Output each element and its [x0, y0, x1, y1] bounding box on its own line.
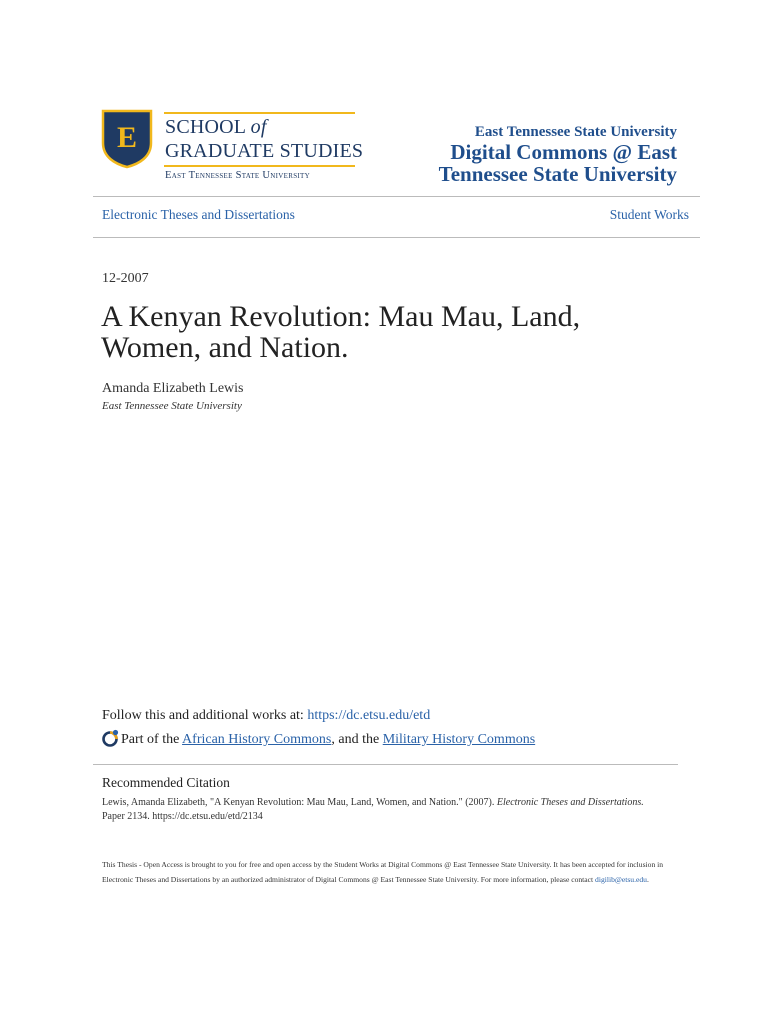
part-of-line: Part of the African History Commons, and the Military History Commons: [121, 732, 536, 747]
recommended-citation-heading: Recommended Citation: [102, 775, 230, 790]
etd-url-link[interactable]: https://dc.etsu.edu/etd: [307, 708, 431, 723]
follow-line: [102, 708, 430, 724]
university-caps-label: East Tennessee State University: [165, 170, 310, 181]
etd-link[interactable]: Electronic Theses and Dissertations: [102, 207, 295, 222]
student-works-link[interactable]: Student Works: [609, 207, 689, 222]
divider-top: [93, 196, 700, 197]
logo-top-rule: [164, 112, 355, 114]
commons-network-icon: [101, 729, 119, 747]
contact-email-link[interactable]: digilib@etsu.edu: [595, 875, 647, 884]
etsu-name: East Tennessee State University: [474, 124, 677, 140]
african-history-commons-link[interactable]: African History Commons: [182, 732, 332, 747]
digital-commons-title: Digital Commons @ East Tennessee State University: [438, 140, 677, 186]
follow-prefix: Follow this and additional works at:: [102, 708, 308, 723]
military-history-commons-link[interactable]: Military History Commons: [382, 732, 536, 747]
open-access-notice: This Thesis - Open Access is brought to you for free and open access by the Student Works at Digital Commons @ East Tennessee State University. It has been accepted for inclusion in Electronic Theses and Dissertations by an authorized administrator of Digital Commons @ East Tennessee State University. For more information, please contact digilib@etsu.edu.: [102, 860, 664, 884]
graduate-studies-label: GRADUATE STUDIES: [165, 140, 364, 162]
etsu-shield-logo: [101, 109, 153, 169]
shield-letter: E: [116, 121, 138, 154]
document-title: A Kenyan Revolution: Mau Mau, Land, Women, and Nation.: [101, 300, 581, 364]
logo-bottom-rule: [164, 165, 355, 167]
divider-nav-bottom: [93, 237, 700, 238]
document-author: Amanda Elizabeth Lewis: [102, 381, 244, 396]
document-date: 12-2007: [102, 271, 149, 286]
author-affiliation: East Tennessee State University: [102, 400, 242, 412]
school-of-label: SCHOOL of: [165, 116, 267, 138]
divider-citation: [93, 764, 678, 765]
recommended-citation-text: Lewis, Amanda Elizabeth, "A Kenyan Revolution: Mau Mau, Land, Women, and Nation." (2007). Electronic Theses and Dissertations. Paper 2134. https://dc.etsu.edu/etd/2134: [102, 797, 644, 822]
